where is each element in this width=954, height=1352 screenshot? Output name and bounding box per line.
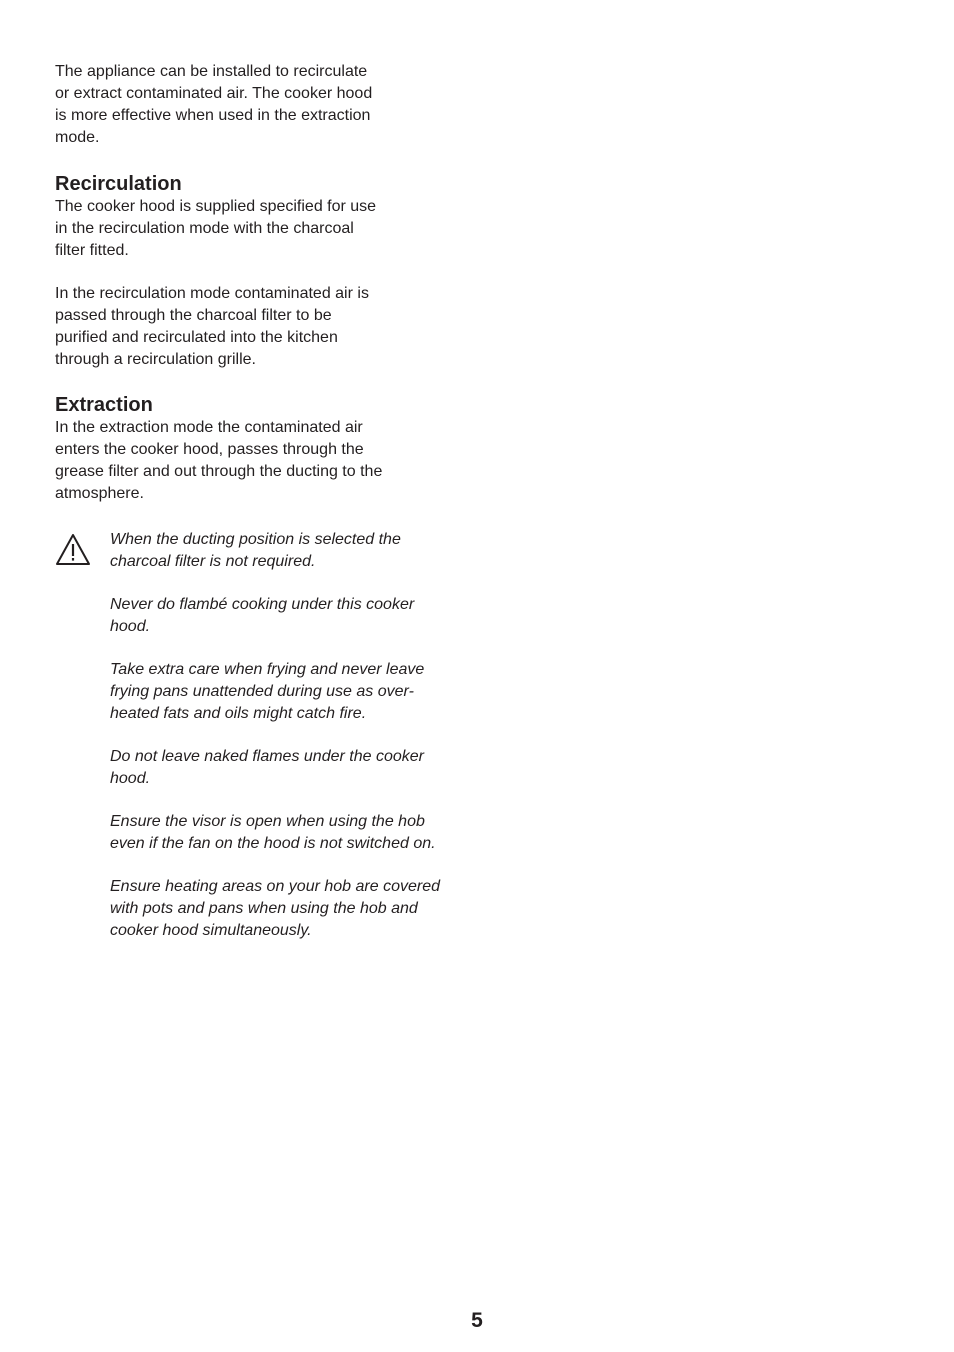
extraction-paragraph: In the extraction mode the contaminated air enters the cooker hood, passes through the grease filter and out through the ducting to the atmosphere. — [55, 419, 383, 502]
main-column — [55, 61, 415, 505]
page-number: 5 — [471, 1309, 483, 1332]
recirculation-paragraph-2: In the recirculation mode contaminated air is passed through the charcoal filter to be purified and recirculated into the kitchen through a recirculation grille. — [55, 285, 369, 368]
warning-triangle-icon — [55, 533, 91, 567]
extraction-heading: Extraction — [55, 394, 153, 416]
recirculation-section — [55, 172, 415, 371]
intro-paragraph: The appliance can be installed to recirculate or extract contaminated air. The cooker hood is more effective when used in the extraction mode. — [55, 63, 373, 146]
warning-list — [110, 529, 480, 963]
warning-item: Take extra care when frying and never leave frying pans unattended during use as over- heated fats and oils might catch fire. — [110, 661, 425, 722]
recirculation-paragraph-1: The cooker hood is supplied specified for use in the recirculation mode with the charcoal filter fitted. — [55, 198, 377, 259]
warning-item: Ensure heating areas on your hob are covered with pots and pans when using the hob and cooker hood simultaneously. — [110, 878, 440, 939]
warning-item: Ensure the visor is open when using the hob even if the fan on the hood is not switched on. — [110, 813, 436, 852]
warning-item: Do not leave naked flames under the cooker hood. — [110, 748, 424, 787]
recirculation-heading: Recirculation — [55, 173, 182, 195]
warning-item: When the ducting position is selected the charcoal filter is not required. — [110, 531, 401, 570]
warning-item: Never do flambé cooking under this cooker hood. — [110, 596, 415, 635]
extraction-section — [55, 393, 415, 505]
